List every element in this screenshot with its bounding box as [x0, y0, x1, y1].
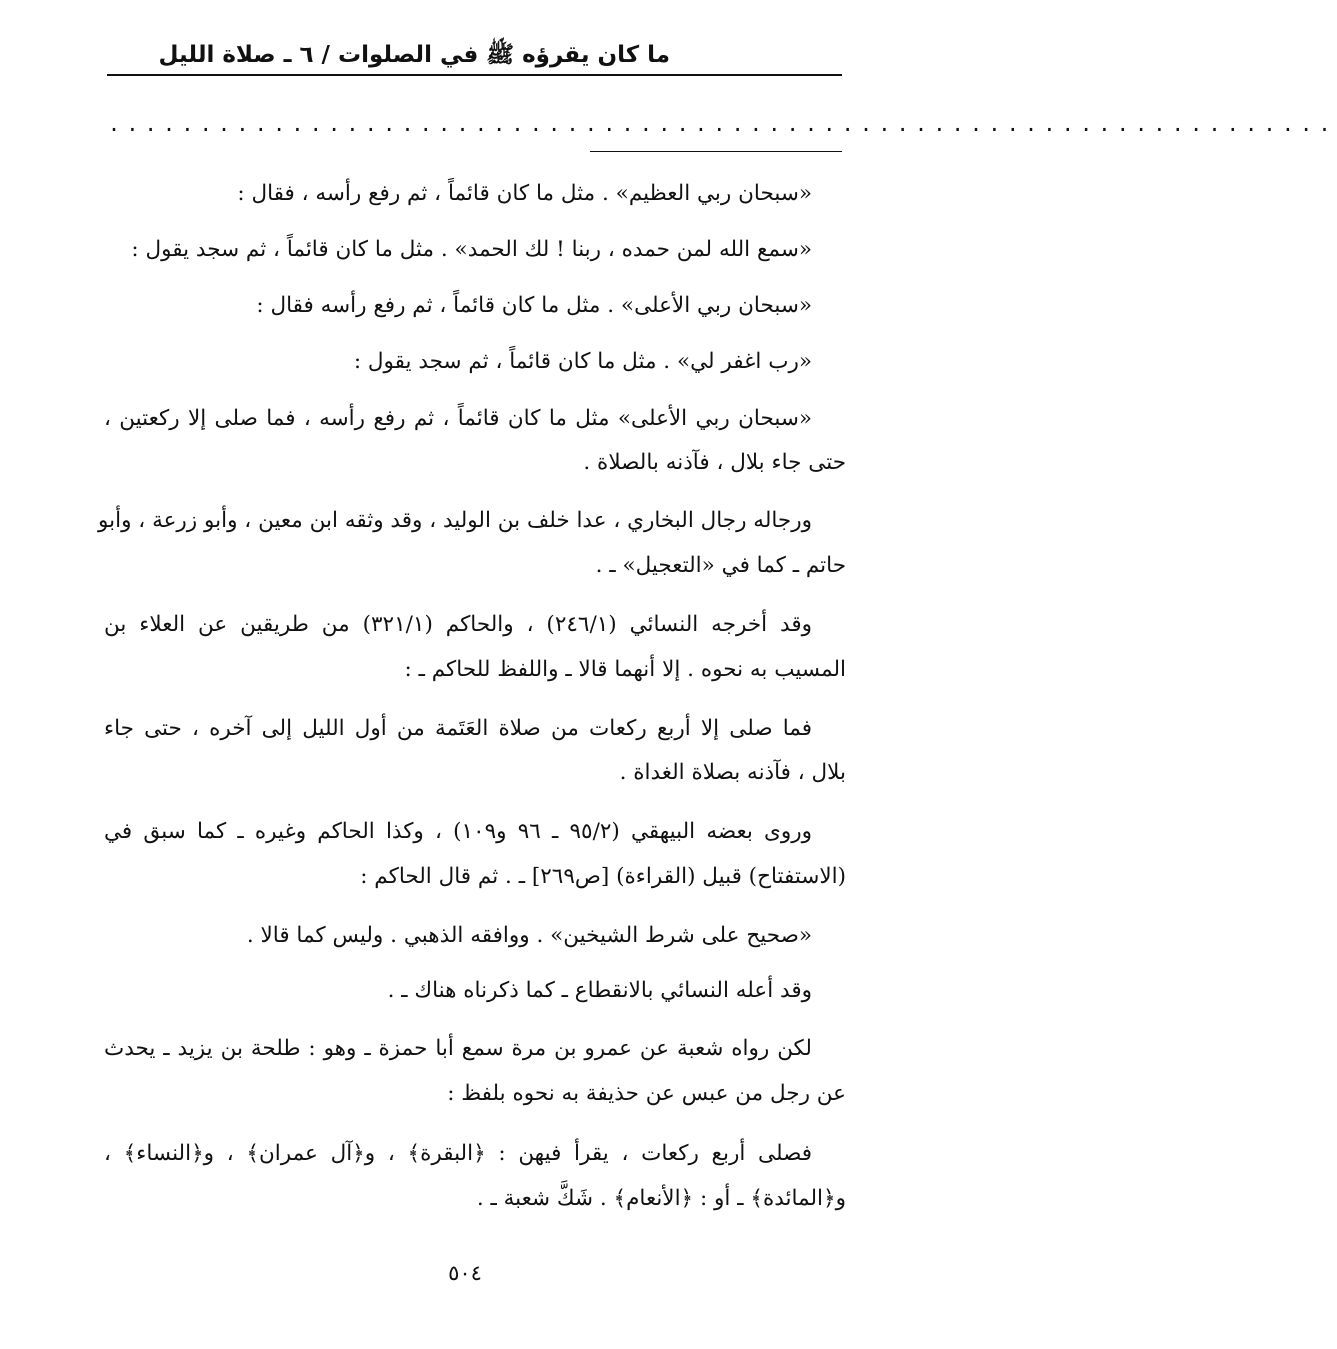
body-line: «سبحان ربي الأعلى» . مثل ما كان قائماً ، ثم رفع رأسه فقال : — [256, 293, 812, 318]
body-line: و﴿المائدة﴾ ـ أو : ﴿الأنعام﴾ . شَكَّ شعبة ـ . — [476, 1186, 846, 1211]
body-line: فما صلى إلا أربع ركعات من صلاة العَتَمة من أول الليل إلى آخره ، حتى جاء — [104, 716, 812, 741]
body-line: حتى جاء بلال ، فآذنه بالصلاة . — [583, 450, 846, 475]
body-line: عن رجل من عبس عن حذيفة به نحوه بلفظ : — [447, 1081, 846, 1106]
running-header-title: ما كان يقرؤه ﷺ في الصلوات / ٦ ـ صلاة الليل — [158, 42, 670, 68]
body-line: فصلى أربع ركعات ، يقرأ فيهن : ﴿البقرة﴾ ، و﴿آل عمران﴾ ، و﴿النساء﴾ ، — [104, 1141, 812, 1166]
body-line: «صحيح على شرط الشيخين» . ووافقه الذهبي . وليس كما قالا . — [246, 923, 812, 948]
header-rule — [107, 74, 842, 76]
body-line: ورجاله رجال البخاري ، عدا خلف بن الوليد ، وقد وثقه ابن معين ، وأبو زرعة ، وأبو — [98, 508, 812, 533]
body-line: «سبحان ربي الأعلى» مثل ما كان قائماً ، ثم رفع رأسه ، فما صلى إلا ركعتين ، — [104, 406, 812, 431]
page-number: ٥٠٤ — [448, 1261, 482, 1285]
body-line: لكن رواه شعبة عن عمرو بن مرة سمع أبا حمزة ـ وهو : طلحة بن يزيد ـ يحدث — [104, 1036, 812, 1061]
body-line: «رب اغفر لي» . مثل ما كان قائماً ، ثم سجد يقول : — [353, 349, 812, 374]
body-line: بلال ، فآذنه بصلاة الغداة . — [619, 760, 846, 785]
dotted-separator: ................................................................... — [108, 112, 1337, 136]
body-line: المسيب به نحوه . إلا أنهما قالا ـ واللفظ للحاكم ـ : — [404, 657, 846, 682]
body-line: حاتم ـ كما في «التعجيل» ـ . — [595, 553, 846, 578]
body-line: (الاستفتاح) قبيل (القراءة) [ص٢٦٩] ـ . ثم قال الحاكم : — [360, 864, 846, 889]
footnote-rule — [590, 151, 842, 152]
body-line: «سبحان ربي العظيم» . مثل ما كان قائماً ، ثم رفع رأسه ، فقال : — [237, 181, 812, 206]
body-line: وروى بعضه البيهقي (٩٥/٢ ـ ٩٦ و١٠٩) ، وكذا الحاكم وغيره ـ كما سبق في — [104, 819, 812, 844]
body-line: وقد أعله النسائي بالانقطاع ـ كما ذكرناه هناك ـ . — [387, 978, 812, 1003]
body-line: وقد أخرجه النسائي (٢٤٦/١) ، والحاكم (٣٢١/١) من طريقين عن العلاء بن — [104, 612, 812, 637]
body-line: «سمع الله لمن حمده ، ربنا ! لك الحمد» . مثل ما كان قائماً ، ثم سجد يقول : — [131, 237, 812, 262]
